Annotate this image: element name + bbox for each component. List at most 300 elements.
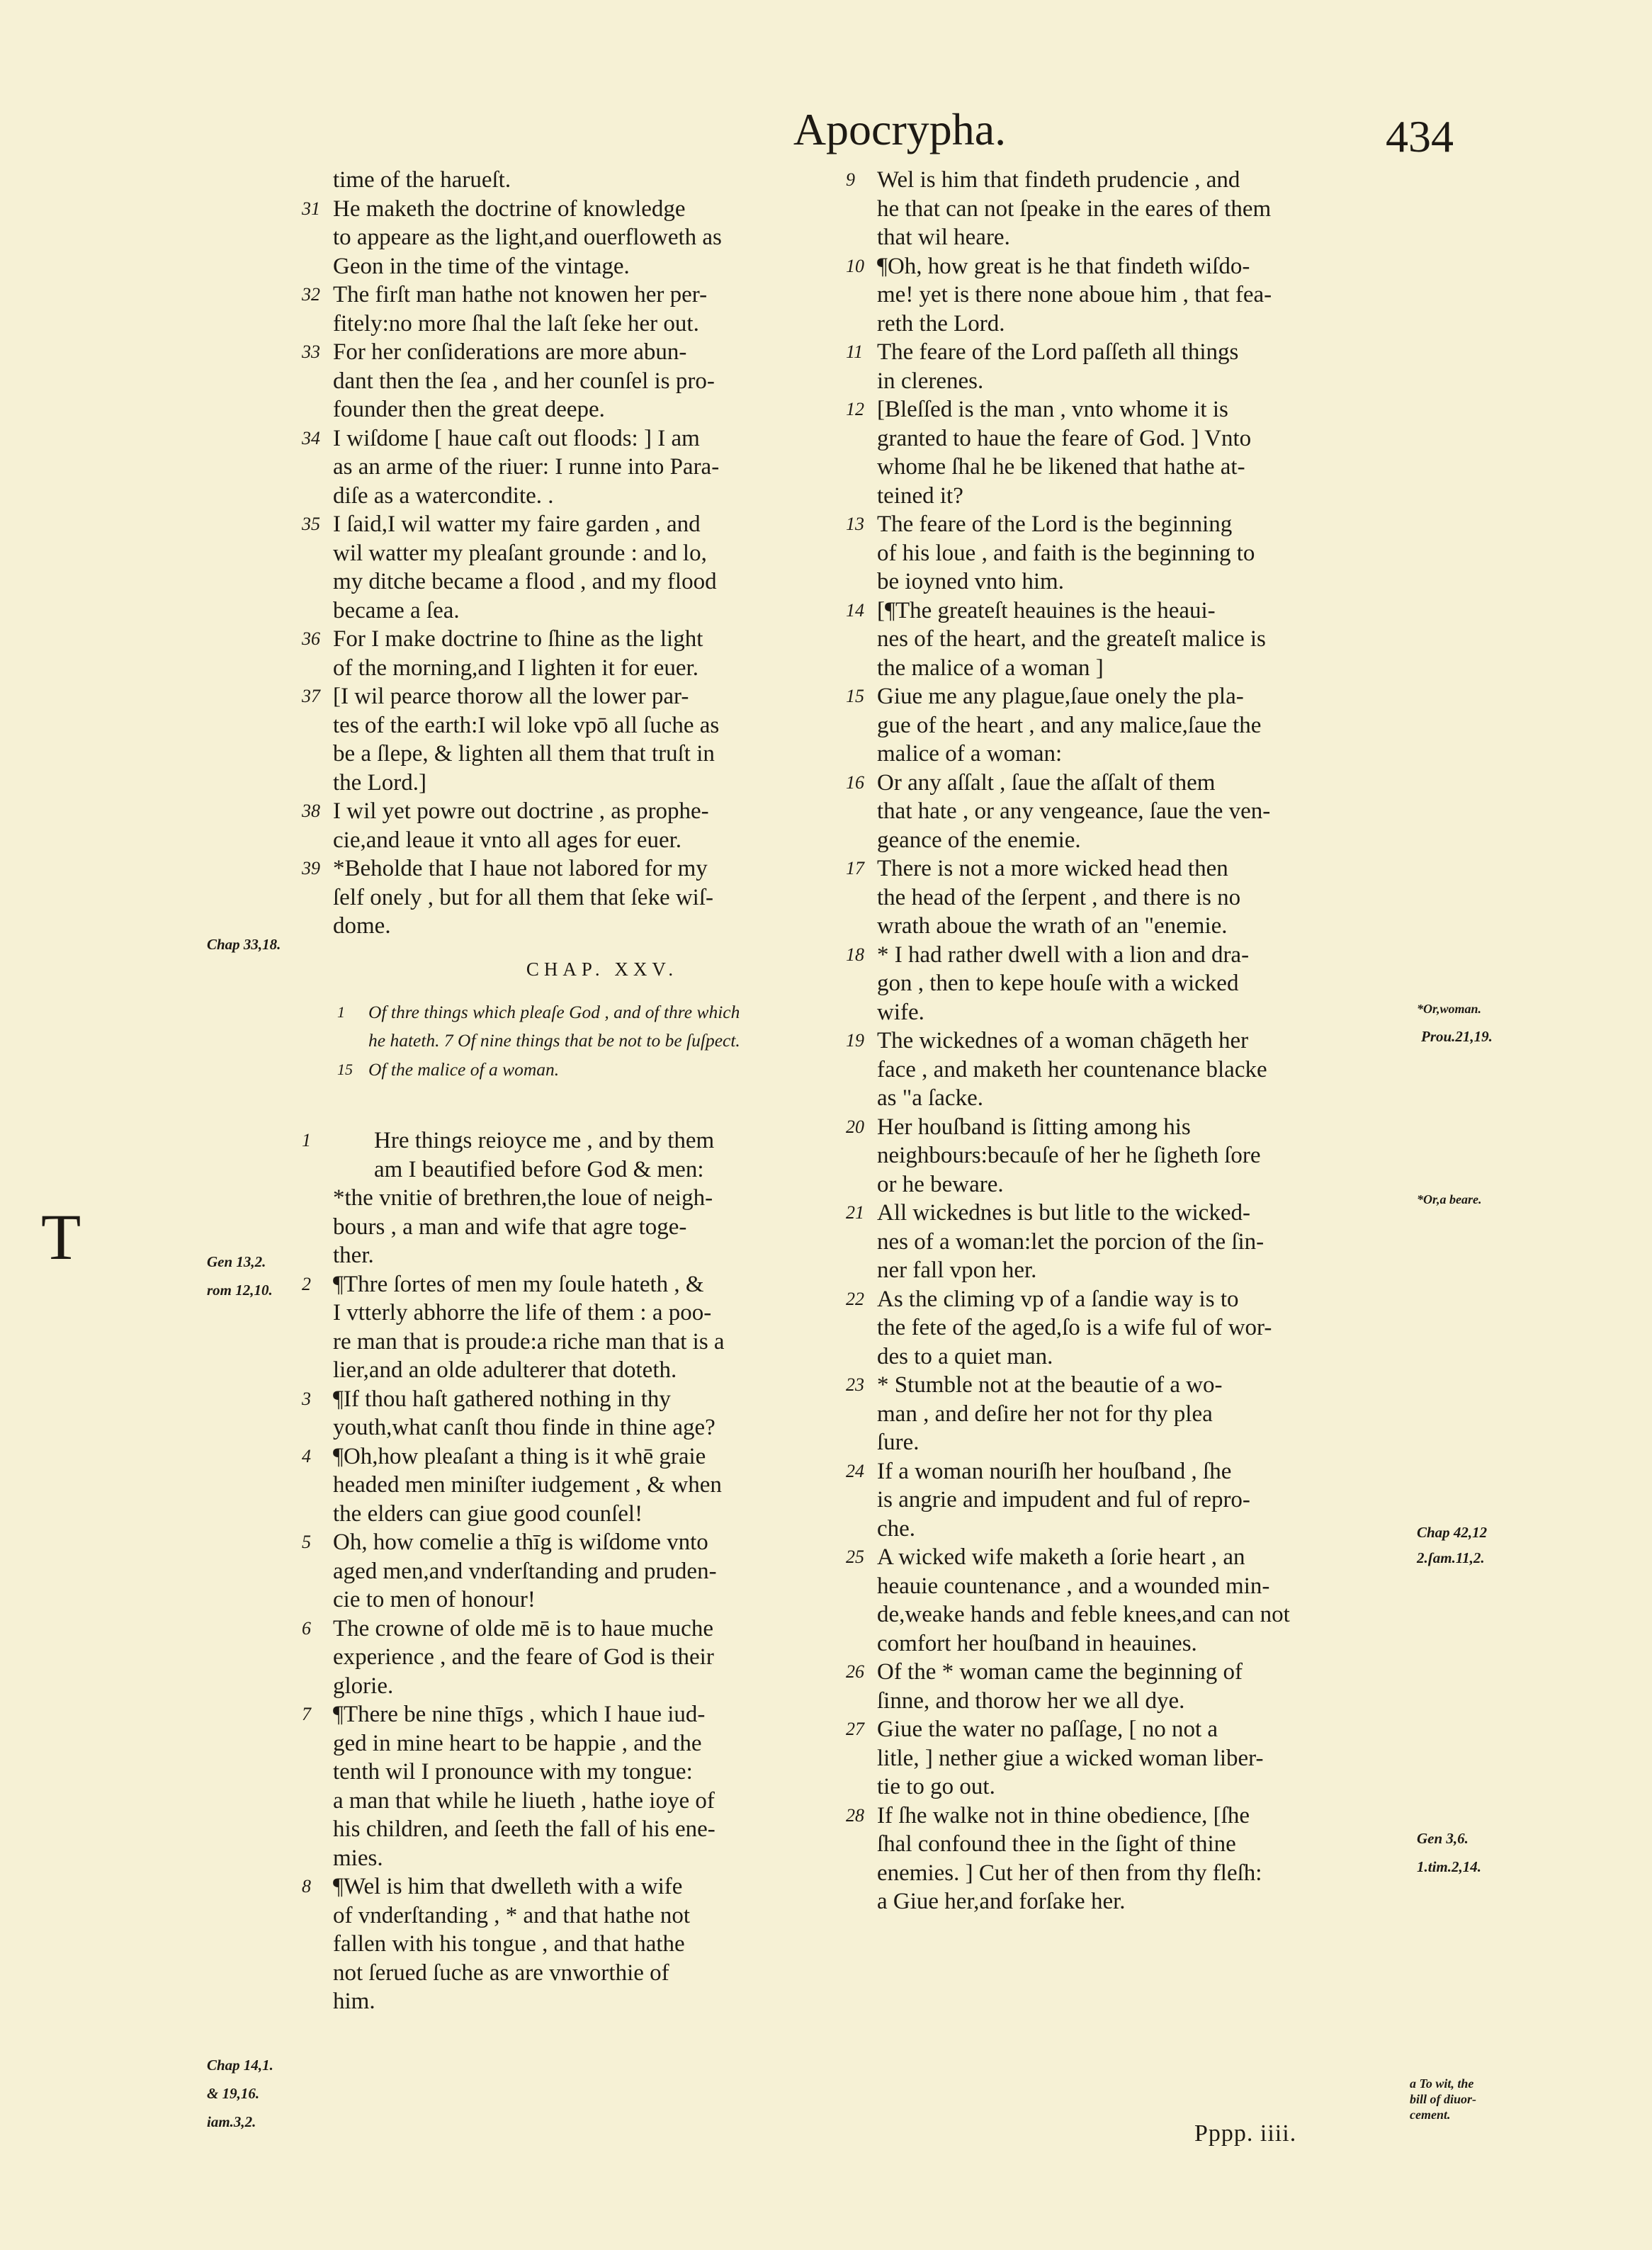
text-line (877, 1400, 1424, 1429)
text-line (333, 1299, 871, 1328)
verse-number: 28 (846, 1804, 864, 1826)
verse-text: wil watter my pleaſant grounde : and lo, (333, 540, 707, 566)
margin-note-chap14: Chap 14,1. (207, 2057, 273, 2074)
verse-text: is angrie and impudent and ful of repro- (877, 1487, 1250, 1513)
verse-text: he that can not ſpeake in the eares of them (877, 196, 1272, 222)
verse-text: tenth wil I pronounce with my tongue: (333, 1759, 693, 1785)
verse-text: man , and deſire her not for thy plea (877, 1401, 1213, 1427)
verse-text: As the climing vp of a ſandie way is to (877, 1286, 1239, 1312)
verse-text: the fete of the aged,ſo is a wife ful of wor- (877, 1315, 1272, 1340)
verse-text: of vnderſtanding , * and that hathe not (333, 1902, 691, 1928)
text-line (846, 1658, 1424, 1687)
text-line (877, 711, 1424, 740)
verse-text: ¶If thou haſt gathered nothing in thy (333, 1386, 671, 1412)
margin-note-sam11: 2.ſam.11,2. (1417, 1549, 1485, 1566)
text-line (877, 1600, 1424, 1629)
verse-text: ſelf onely , but for all them that ſeke wiſ- (333, 884, 714, 910)
verse-text: dome. (333, 913, 391, 939)
text-line (877, 1170, 1424, 1199)
verse-text: am I beautified before God & men: (374, 1156, 704, 1182)
verse-text: [¶The greateſt heauines is the heaui- (877, 597, 1216, 623)
text-line (877, 998, 1424, 1027)
verse-text: dant then the ſea , and her counſel is pro- (333, 368, 715, 394)
text-line (333, 1815, 871, 1844)
verse-text: ther. (333, 1243, 374, 1268)
text-line (333, 1413, 871, 1442)
text-line (846, 1285, 1424, 1314)
text-line (846, 854, 1424, 883)
verse-text: to appeare as the light,and ouerfloweth as (333, 225, 722, 250)
text-line (302, 625, 871, 654)
verse-number: 14 (846, 599, 864, 621)
text-line (302, 1385, 871, 1414)
text-line (302, 510, 871, 539)
text-line (333, 395, 871, 424)
text-line (333, 998, 871, 1027)
verse-text: nes of a woman:let the porcion of the ſin- (877, 1228, 1265, 1255)
verse-text: Her houſband is ſitting among his (877, 1114, 1191, 1140)
verse-text: tes of the earth:I wil loke vpō all ſuche as (333, 712, 720, 738)
text-line (333, 1184, 871, 1213)
text-line (302, 1528, 871, 1557)
text-line (333, 740, 871, 769)
verse-text: Wel is him that findeth prudencie , and (877, 167, 1240, 193)
text-line (846, 1027, 1424, 1056)
text-line (846, 1715, 1424, 1744)
verse-text: of the morning,and I lighten it for euer. (333, 655, 698, 681)
verse-text: If ſhe walke not in thine obedience, [ſhe (877, 1802, 1250, 1828)
text-line (333, 1356, 871, 1385)
verse-text: be a ſlepe, & lighten all them that truſt in (333, 741, 715, 767)
text-line (877, 740, 1424, 769)
verse-text: be ioyned vnto him. (877, 569, 1064, 594)
text-line (333, 310, 871, 339)
verse-text: che. (877, 1515, 916, 1542)
verse-text: neighbours:becauſe of her he ſigheth ſore (877, 1143, 1261, 1168)
text-line (877, 797, 1424, 826)
verse-text: The feare of the Lord paſſeth all things (877, 339, 1239, 365)
verse-text: *Beholde that I haue not labored for my (333, 856, 708, 881)
text-line (877, 1515, 1424, 1544)
text-line (333, 654, 871, 683)
text-line (302, 854, 871, 883)
text-line (877, 1773, 1424, 1802)
verse-text: the Lord.] (333, 769, 426, 796)
text-line (302, 1700, 871, 1729)
text-line (333, 1241, 871, 1270)
verse-text: Giue me any plague,ſaue onely the pla- (877, 684, 1244, 709)
spacer (333, 1084, 871, 1126)
text-line (302, 1442, 871, 1471)
margin-note-chap33: Chap 33,18. (207, 936, 281, 953)
verse-text: a Giue her,and forſake her. (877, 1889, 1126, 1914)
verse-number: 32 (302, 284, 320, 305)
text-line (846, 1113, 1424, 1142)
text-line (877, 826, 1424, 855)
verse-text: granted to haue the feare of God. ] Vnto (877, 425, 1252, 451)
text-line (877, 1313, 1424, 1342)
verse-text: There is not a more wicked head then (877, 856, 1228, 881)
verse-number: 34 (302, 427, 320, 448)
text-line (302, 797, 871, 826)
verse-number: 26 (846, 1661, 864, 1682)
verse-text: glorie. (333, 1673, 394, 1699)
margin-note-gen3: Gen 3,6. (1417, 1830, 1469, 1847)
verse-text: fitely:no more ſhal the laſt ſeke her out. (333, 310, 699, 337)
verse-text: lier,and an olde adulterer that doteth. (333, 1357, 677, 1383)
verse-number: 4 (302, 1445, 311, 1466)
verse-number: 3 (302, 1388, 311, 1409)
left-verses (302, 166, 871, 941)
text-line (333, 1213, 871, 1242)
verse-text: Geon in the time of the vintage. (333, 253, 630, 279)
verse-number: 38 (302, 801, 320, 821)
verse-text: I vtterly abhorre the life of them : a poo- (333, 1300, 712, 1325)
margin-note-prov21: Prou.21,19. (1421, 1028, 1493, 1045)
text-line (333, 453, 871, 482)
verse-text: Of the * woman came the beginning of (877, 1659, 1243, 1685)
text-line (333, 1027, 871, 1056)
text-line (333, 1959, 871, 1988)
text-line (333, 252, 871, 281)
text-line (333, 1328, 871, 1357)
text-line (302, 1615, 871, 1644)
verse-text: cie to men of honour! (333, 1587, 536, 1612)
verse-text: ¶Wel is him that dwelleth with a wife (333, 1874, 683, 1899)
right-verses (846, 166, 1424, 1916)
text-line (877, 1141, 1424, 1170)
verse-text: He maketh the doctrine of knowledge (333, 196, 686, 222)
text-line (333, 597, 871, 626)
margin-note-chap42: Chap 42,12 (1417, 1524, 1488, 1541)
text-line (333, 769, 871, 798)
verse-number: 16 (846, 771, 864, 793)
text-line (333, 1729, 871, 1758)
verse-text: face , and maketh her countenance blacke (877, 1056, 1267, 1082)
verse-text: geance of the enemie. (877, 827, 1081, 853)
page-number: 434 (1386, 111, 1454, 162)
text-line (333, 1557, 871, 1586)
verse-text: Or any aſſalt , ſaue the aſſalt of them (877, 769, 1216, 796)
verse-number: 36 (302, 628, 320, 649)
verse-number: 17 (846, 858, 864, 878)
margin-note-gen13: Gen 13,2. (207, 1253, 266, 1270)
verse-text: des to a quiet man. (877, 1343, 1053, 1369)
text-line (877, 424, 1424, 453)
verse-text: If a woman nouriſh her houſband , ſhe (877, 1458, 1232, 1484)
text-line (333, 1672, 871, 1701)
verse-number: 9 (846, 169, 855, 190)
text-line (846, 682, 1424, 711)
verse-text: in clerenes. (877, 368, 984, 394)
verse-text: became a ſea. (333, 597, 460, 623)
verse-text: reth the Lord. (877, 310, 1005, 337)
text-line (333, 1471, 871, 1500)
verse-text: the head of the ſerpent , and there is no (877, 884, 1241, 910)
verse-text: his children, and ſeeth the fall of his ene- (333, 1816, 715, 1842)
text-line (877, 482, 1424, 511)
verse-number: 8 (302, 1876, 311, 1896)
verse-number: 31 (302, 198, 320, 219)
verse-text: [I wil pearce thorow all the lower par- (333, 684, 689, 709)
verse-text: Oh, how comelie a thīg is wiſdome vnto (333, 1530, 708, 1555)
verse-number: 37 (302, 686, 320, 706)
verse-text: ¶Thre ſortes of men my ſoule hateth , & (333, 1271, 704, 1297)
verse-text: All wickednes is but litle to the wicked- (877, 1200, 1250, 1226)
text-line (877, 1084, 1424, 1113)
text-line (877, 625, 1424, 654)
text-line (846, 166, 1424, 195)
verse-text: A wicked wife maketh a ſorie heart , an (877, 1544, 1245, 1570)
text-line (302, 682, 871, 711)
text-line (302, 281, 871, 310)
text-line (846, 1543, 1424, 1572)
text-line (877, 1256, 1424, 1285)
verse-text: ſure. (877, 1430, 920, 1455)
verse-number: 25 (846, 1547, 864, 1567)
verse-number: 35 (302, 514, 320, 534)
text-line (877, 1228, 1424, 1257)
text-line (302, 1126, 871, 1155)
text-line (846, 597, 1424, 626)
text-line (877, 1056, 1424, 1085)
verse-text: ged in mine heart to be happie , and the (333, 1730, 702, 1756)
text-line (333, 367, 871, 396)
text-line (877, 1486, 1424, 1515)
verse-text: ¶Oh, how great is he that findeth wiſdo- (877, 253, 1250, 279)
verse-text: whome ſhal he be likened that hathe at- (877, 454, 1245, 480)
text-line (877, 1629, 1424, 1658)
text-line (333, 539, 871, 568)
text-line (302, 424, 871, 453)
verse-number: 10 (846, 255, 864, 276)
verse-number: 5 (302, 1532, 311, 1552)
text-line (333, 166, 871, 195)
text-line (333, 1643, 871, 1672)
verse-text: * Stumble not at the beautie of a wo- (877, 1372, 1223, 1398)
verse-number: 19 (846, 1030, 864, 1051)
chapter-summary (333, 998, 871, 1085)
verse-text: Of thre things which pleaſe God , and of thre which (368, 1001, 740, 1022)
right-column (846, 166, 1424, 1916)
verse-text: comfort her houſband in heauines. (877, 1630, 1197, 1656)
verse-number: 39 (302, 858, 320, 878)
verse-number: 18 (846, 944, 864, 965)
verse-text: The feare of the Lord is the beginning (877, 511, 1233, 537)
verse-text: gue of the heart , and any malice,ſaue the (877, 712, 1262, 738)
verse-text: [Bleſſed is the man , vnto whome it is (877, 397, 1228, 422)
signature-mark: Pppp. iiii. (1194, 2120, 1297, 2147)
text-line (877, 969, 1424, 998)
text-line (877, 539, 1424, 568)
verse-text: * I had rather dwell with a lion and dra- (877, 942, 1250, 968)
verse-text: re man that is proude:a riche man that is a (333, 1328, 725, 1355)
verse-text: ner fall vpon her. (877, 1257, 1037, 1283)
running-title: Apocrypha. (793, 104, 1007, 154)
verse-text: diſe as a watercondite. . (333, 482, 554, 509)
text-line (877, 1572, 1424, 1601)
verse-text: ¶There be nine thīgs , which I haue iud- (333, 1702, 706, 1727)
margin-note-rom12: rom 12,10. (207, 1282, 273, 1299)
text-line (846, 941, 1424, 970)
verse-text: ſinne, and thorow her we all dye. (877, 1688, 1185, 1714)
verse-text: Hre things reioyce me , and by them (374, 1128, 715, 1153)
verse-text: time of the harueſt. (333, 167, 511, 193)
text-line (877, 1428, 1424, 1457)
verse-text: he hateth. 7 Of nine things that be not to be ſuſpect. (368, 1030, 740, 1051)
verse-text: ¶Oh,how pleaſant a thing is it whē graie (333, 1443, 706, 1469)
verse-text: The firſt man hathe not knowen her per- (333, 282, 708, 307)
text-line (333, 826, 871, 855)
verse-text: For her conſiderations are more abun- (333, 339, 687, 365)
verse-text: bours , a man and wife that agre toge- (333, 1214, 687, 1240)
verse-number: 21 (846, 1202, 864, 1223)
verse-number: 7 (302, 1704, 311, 1724)
verse-number: 33 (302, 341, 320, 362)
verse-number: 11 (846, 341, 864, 362)
text-line (877, 567, 1424, 597)
drop-cap: T (41, 1201, 81, 1273)
text-line (333, 1056, 871, 1085)
text-line (333, 1155, 871, 1185)
margin-note-and19: & 19,16. (207, 2085, 260, 2102)
text-line (333, 1787, 871, 1816)
verse-number: 13 (846, 514, 864, 534)
text-line (877, 1859, 1424, 1888)
verse-text: The wickednes of a woman chāgeth her (877, 1028, 1249, 1053)
verse-text: enemies. ] Cut her of then from thy fleſh: (877, 1860, 1262, 1886)
verse-number: 15 (337, 1060, 353, 1078)
verse-text: ſhal confound thee in the ſight of thine (877, 1831, 1236, 1857)
margin-note-tim2: 1.tim.2,14. (1417, 1858, 1482, 1875)
verse-text: mies. (333, 1845, 383, 1871)
text-line (302, 338, 871, 367)
verse-number: 2 (302, 1273, 311, 1294)
verse-text: litle, ] nether giue a wicked woman liber- (877, 1745, 1264, 1771)
verse-text: as "a ſacke. (877, 1085, 983, 1111)
text-line (333, 912, 871, 941)
text-line (846, 1457, 1424, 1486)
verse-text: heauie countenance , and a wounded min- (877, 1573, 1270, 1599)
verse-text: him. (333, 1989, 375, 2014)
margin-note-towit-1: a To wit, the (1410, 2076, 1474, 2091)
chapter-verses (302, 1126, 871, 2016)
verse-text: wrath aboue the wrath of an "enemie. (877, 913, 1228, 939)
text-line (846, 769, 1424, 798)
text-line (302, 1872, 871, 1901)
verse-number: 22 (846, 1288, 864, 1309)
verse-text: malice of a woman: (877, 741, 1063, 767)
chapter-title: CHAP. XXV. (526, 958, 679, 980)
verse-text: not ſerued ſuche as are vnworthie of (333, 1960, 669, 1986)
text-line (877, 912, 1424, 941)
verse-text: a man that while he liueth , hathe ioye of (333, 1787, 715, 1814)
verse-text: aged men,and vnderſtanding and pruden- (333, 1558, 717, 1584)
text-line (877, 1342, 1424, 1372)
text-line (846, 1371, 1424, 1400)
verse-text: as an arme of the riuer: I runne into Para- (333, 454, 720, 480)
verse-text: my ditche became a flood , and my flood (333, 569, 717, 594)
text-line (333, 1844, 871, 1873)
text-line (877, 1744, 1424, 1773)
margin-note-or-woman: *Or,woman. (1417, 1002, 1482, 1016)
verse-text: headed men miniſter iudgement , & when (333, 1472, 722, 1498)
text-line (333, 1585, 871, 1615)
verse-number: 6 (302, 1617, 311, 1639)
text-line (877, 883, 1424, 912)
verse-number: 15 (846, 686, 864, 706)
margin-note-towit-2: bill of diuor- (1410, 2092, 1477, 2106)
text-line (846, 338, 1424, 367)
verse-text: the malice of a woman ] (877, 655, 1104, 681)
verse-text: nes of the heart, and the greateſt malice is (877, 626, 1266, 652)
verse-text: For I make doctrine to ſhine as the light (333, 626, 703, 652)
verse-text: Giue the water no paſſage, [ no not a (877, 1717, 1218, 1742)
text-line (333, 482, 871, 511)
text-line (877, 1687, 1424, 1716)
text-line (333, 711, 871, 740)
text-line (846, 510, 1424, 539)
verse-text: youth,what canſt thou finde in thine age? (333, 1415, 715, 1440)
text-line (333, 1930, 871, 1959)
verse-text: The crowne of olde mē is to haue muche (333, 1615, 713, 1641)
text-line (877, 281, 1424, 310)
verse-text: I wil yet powre out doctrine , as prophe- (333, 798, 709, 824)
text-line (877, 223, 1424, 252)
verse-text: tie to go out. (877, 1774, 995, 1799)
text-line (333, 1901, 871, 1930)
verse-number: 24 (846, 1460, 864, 1481)
text-line (333, 1758, 871, 1787)
text-line (877, 1830, 1424, 1859)
text-line (333, 567, 871, 597)
text-line (302, 195, 871, 224)
verse-text: de,weake hands and feble knees,and can not (877, 1602, 1290, 1627)
verse-text: I ſaid,I wil watter my faire garden , and (333, 511, 701, 537)
verse-text: cie,and leaue it vnto all ages for euer. (333, 827, 682, 853)
verse-text: fallen with his tongue , and that hathe (333, 1931, 685, 1957)
text-line (302, 1270, 871, 1299)
verse-text: or he beware. (877, 1171, 1004, 1197)
verse-number: 23 (846, 1374, 864, 1395)
text-line (846, 395, 1424, 424)
verse-number: 20 (846, 1116, 864, 1137)
verse-text: teined it? (877, 482, 963, 509)
text-line (877, 654, 1424, 683)
text-line (333, 883, 871, 912)
verse-text: I wiſdome [ haue caſt out floods: ] I am (333, 425, 700, 451)
verse-text: of his loue , and faith is the beginning to (877, 540, 1255, 566)
verse-number: 1 (302, 1130, 311, 1151)
verse-text: that hate , or any vengeance, ſaue the ven- (877, 798, 1271, 824)
verse-text: the elders can giue good counſel! (333, 1500, 643, 1527)
verse-text: *the vnitie of brethren,the loue of neigh- (333, 1185, 713, 1211)
left-column (302, 166, 871, 2016)
text-line (333, 1500, 871, 1529)
text-line (846, 1802, 1424, 1831)
verse-text: Of the malice of a woman. (368, 1058, 560, 1080)
verse-text: founder then the great deepe. (333, 397, 605, 422)
margin-note-towit-3: cement. (1410, 2108, 1451, 2122)
text-line (846, 1199, 1424, 1228)
margin-note-or-beare: *Or,a beare. (1417, 1192, 1482, 1206)
verse-text: gon , then to kepe houſe with a wicked (877, 971, 1239, 996)
verse-text: wife. (877, 999, 924, 1025)
margin-note-iam3: iam.3,2. (207, 2113, 256, 2130)
verse-text: that wil heare. (877, 225, 1010, 250)
text-line (877, 1887, 1424, 1916)
text-line (333, 223, 871, 252)
